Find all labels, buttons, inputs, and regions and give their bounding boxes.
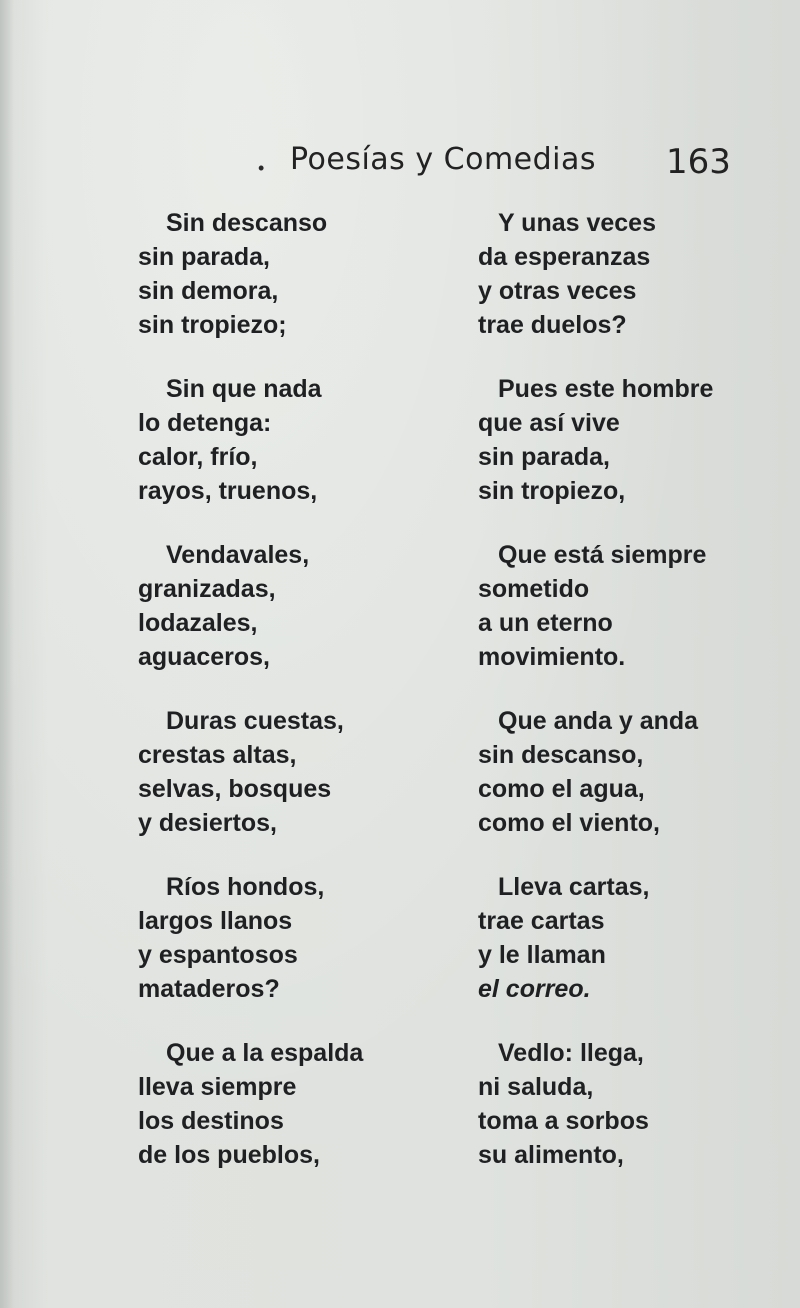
stanza <box>478 704 778 840</box>
verse-line: sin descanso, <box>478 741 644 769</box>
verse-line: calor, frío, <box>138 443 258 471</box>
verse-line: trae cartas <box>478 907 605 935</box>
verse-line: selvas, bosques <box>138 775 332 803</box>
verse-line: Ríos hondos, <box>166 873 325 901</box>
verse-line: sin tropiezo; <box>138 311 287 339</box>
page-edge-shadow <box>0 0 14 1308</box>
ornament-mark: • <box>258 158 265 178</box>
verse-line: como el viento, <box>478 809 660 837</box>
verse-line: Vedlo: llega, <box>498 1039 644 1067</box>
verse-line: Que a la espalda <box>166 1039 364 1067</box>
stanza <box>478 870 778 1006</box>
verse-line: movimiento. <box>478 643 626 671</box>
stanza <box>138 704 438 840</box>
verse-line: Lleva cartas, <box>498 873 650 901</box>
verse-line: crestas altas, <box>138 741 297 769</box>
verse-line: y espantosos <box>138 941 298 969</box>
verse-line: a un eterno <box>478 609 613 637</box>
verse-line: lleva siempre <box>138 1073 297 1101</box>
verse-line: granizadas, <box>138 575 276 603</box>
verse-line: sometido <box>478 575 590 603</box>
verse-line: Pues este hombre <box>498 375 714 403</box>
verse-line: ni saluda, <box>478 1073 594 1101</box>
verse-line: los destinos <box>138 1107 284 1135</box>
verse-line: trae duelos? <box>478 311 627 339</box>
page-header <box>0 136 800 186</box>
verse-line: lodazales, <box>138 609 258 637</box>
stanza <box>138 1036 438 1172</box>
stanza <box>138 538 438 674</box>
verse-line: sin tropiezo, <box>478 477 626 505</box>
stanza <box>478 206 778 342</box>
verse-line: aguaceros, <box>138 643 271 671</box>
stanza <box>478 372 778 508</box>
verse-line: lo detenga: <box>138 409 272 437</box>
verse-line: toma a sorbos <box>478 1107 649 1135</box>
verse-line: mataderos? <box>138 975 280 1003</box>
page-number: 163 <box>666 142 731 182</box>
verse-line: y le llaman <box>478 941 606 969</box>
verse-line: da esperanzas <box>478 243 651 271</box>
verse-line: Vendavales, <box>166 541 310 569</box>
verse-line: Sin descanso <box>166 209 328 237</box>
verse-line: y desiertos, <box>138 809 277 837</box>
verse-line: y otras veces <box>478 277 637 305</box>
stanza <box>478 538 778 674</box>
left-column <box>138 206 438 1202</box>
stanza <box>138 206 438 342</box>
verse-line: rayos, truenos, <box>138 477 318 505</box>
running-title: Poesías y Comedias <box>290 142 597 177</box>
verse-line: Duras cuestas, <box>166 707 344 735</box>
verse-line: su alimento, <box>478 1141 624 1169</box>
verse-line: Sin que nada <box>166 375 322 403</box>
verse-line: sin parada, <box>478 443 610 471</box>
verse-line: Que anda y anda <box>498 707 699 735</box>
right-column <box>478 206 778 1202</box>
stanza <box>138 870 438 1006</box>
verse-line: sin parada, <box>138 243 270 271</box>
stanza <box>138 372 438 508</box>
verse-line-italic: el correo. <box>478 975 591 1003</box>
verse-line: largos llanos <box>138 907 293 935</box>
verse-line: que así vive <box>478 409 620 437</box>
verse-line: sin demora, <box>138 277 279 305</box>
verse-line: como el agua, <box>478 775 645 803</box>
verse-line: Y unas veces <box>498 209 656 237</box>
stanza <box>478 1036 778 1172</box>
verse-line: de los pueblos, <box>138 1141 320 1169</box>
verse-line: Que está siempre <box>498 541 707 569</box>
